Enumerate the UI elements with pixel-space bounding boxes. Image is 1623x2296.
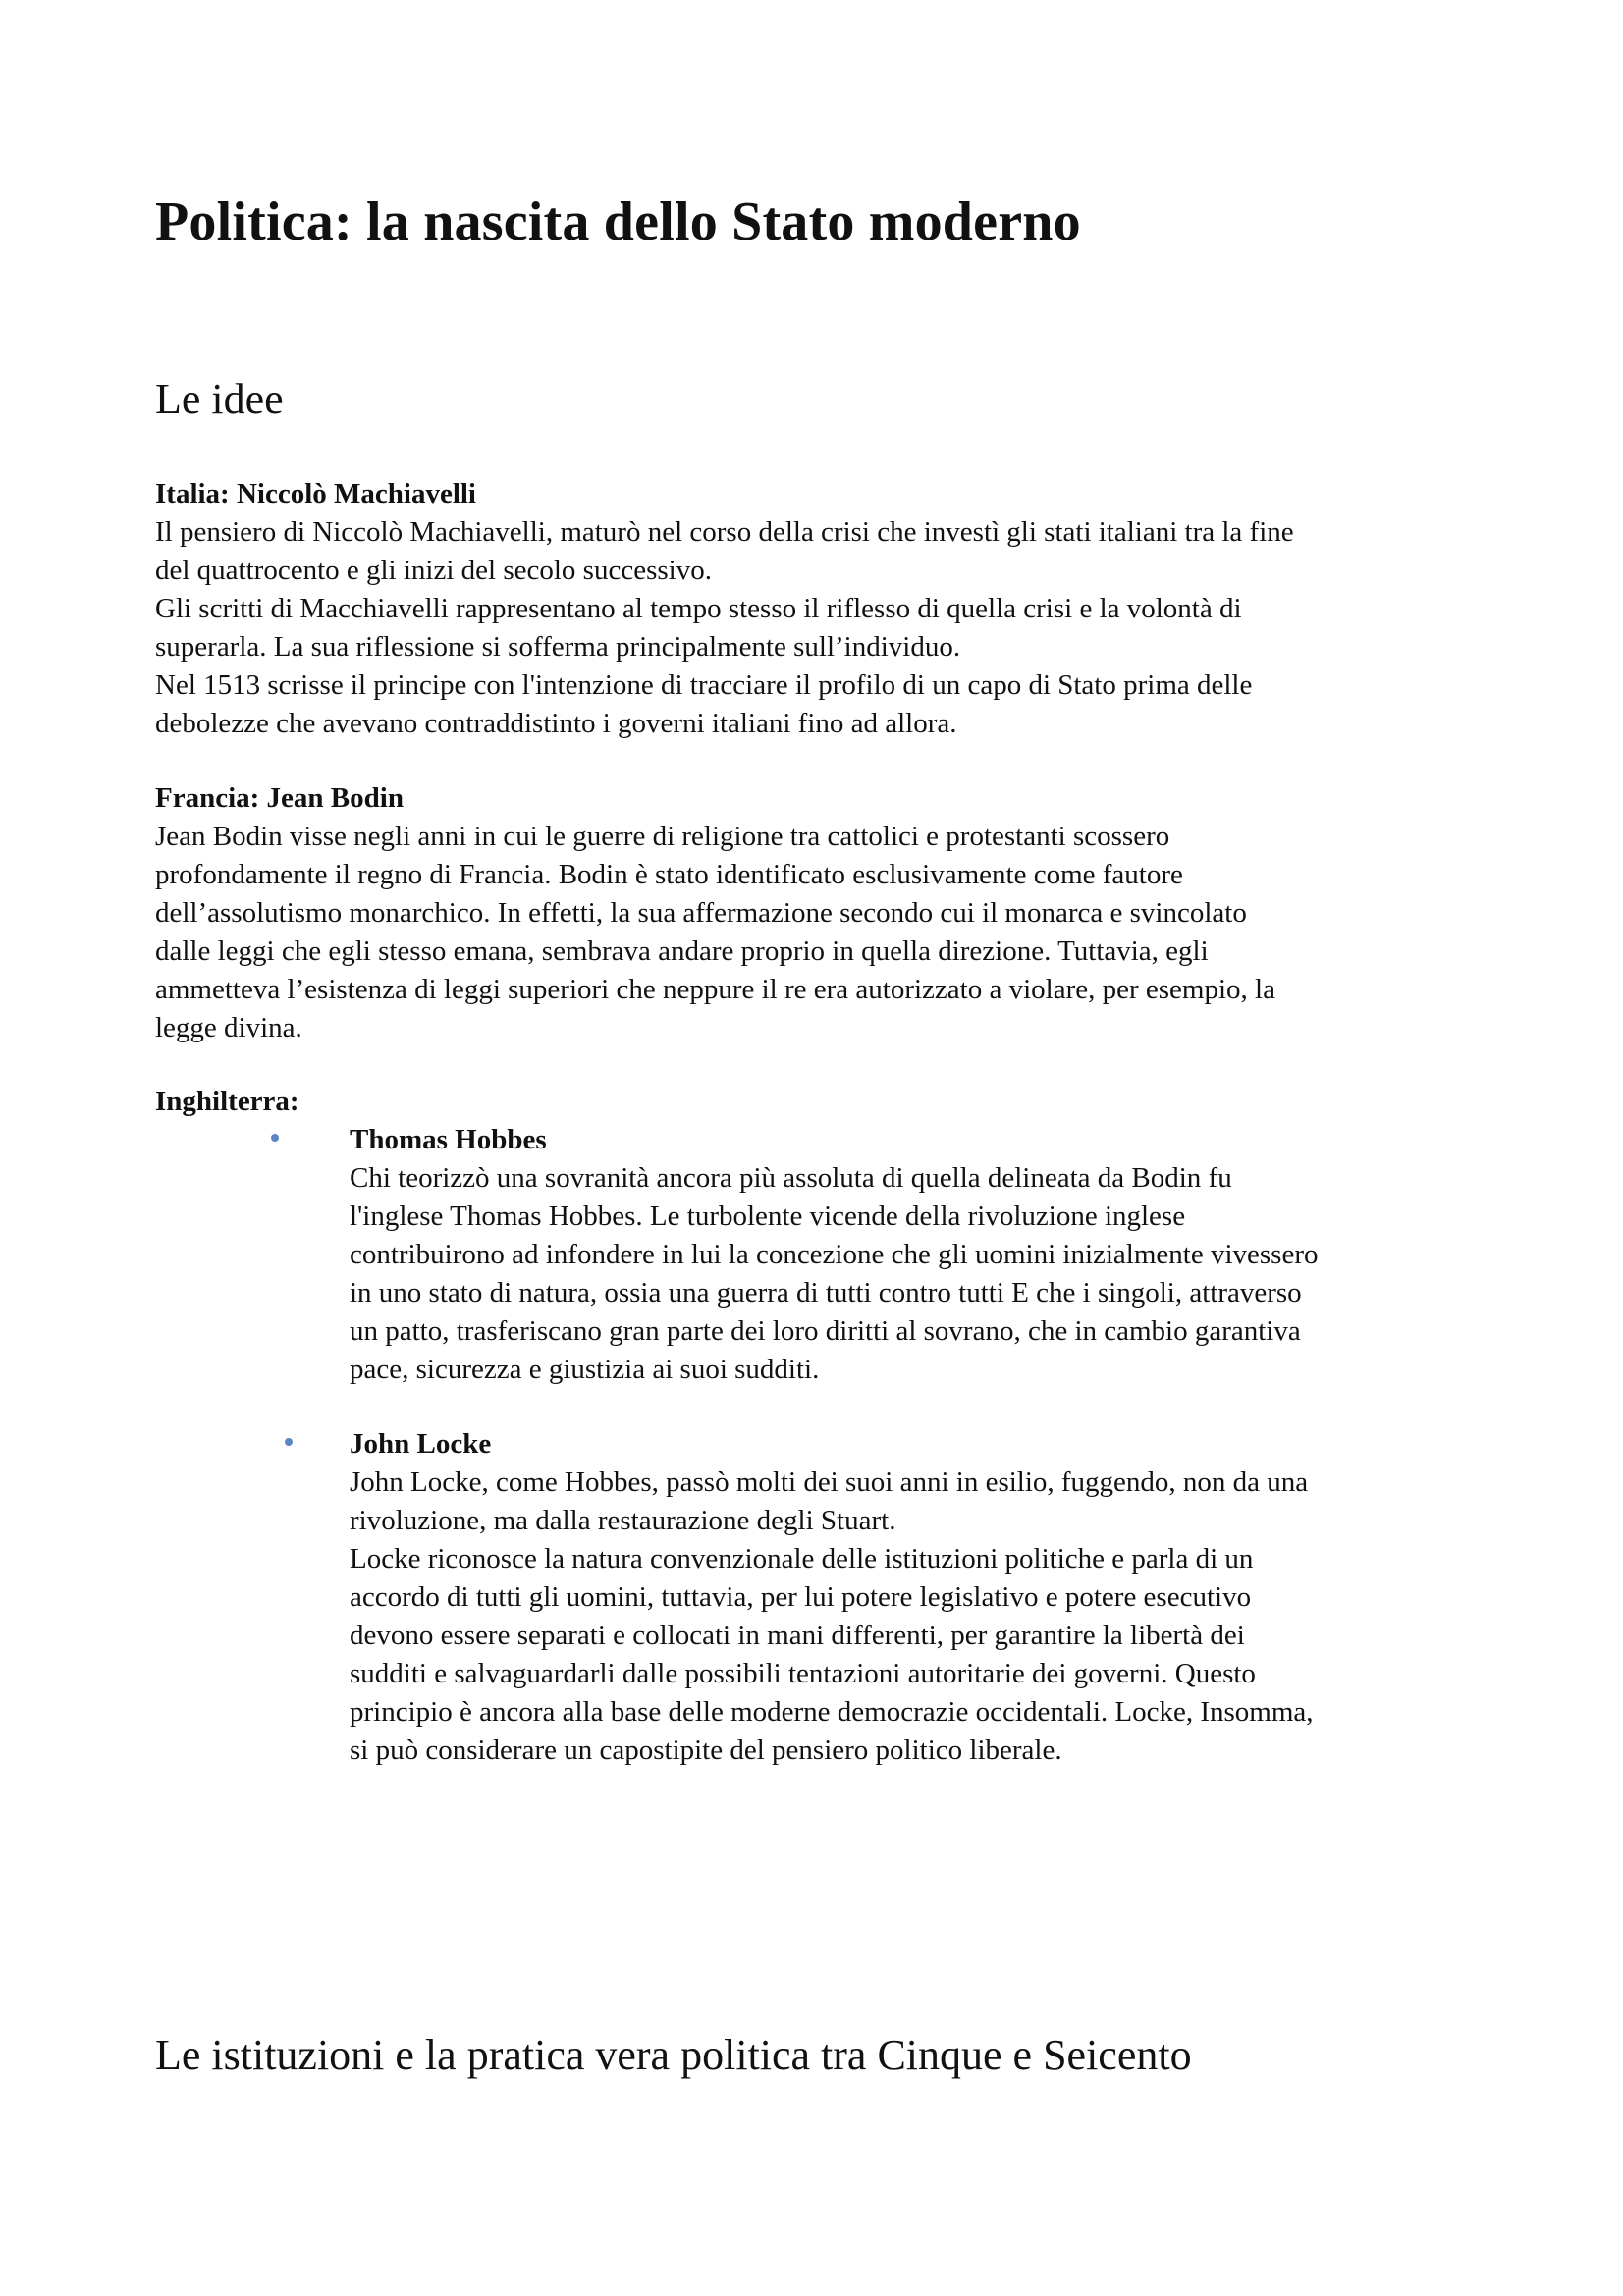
- text-line: contribuirono ad infondere in lui la concezione che gli uomini inizialmente vivessero: [350, 1239, 1319, 1270]
- italia-heading: Italia: Niccolò Machiavelli: [155, 478, 476, 509]
- section-inghilterra: [155, 1083, 1490, 1121]
- hobbes-paragraph: [350, 1159, 1488, 1389]
- text-line: del quattrocento e gli inizi del secolo successivo.: [155, 555, 712, 586]
- locke-paragraph: [350, 1464, 1488, 1770]
- section-heading-istituzioni: Le istituzioni e la pratica vera politica tra Cinque e Seicento: [155, 2031, 1192, 2079]
- text-line: Nel 1513 scrisse il principe con l'intenzione di tracciare il profilo di un capo di Stato prima delle: [155, 669, 1253, 701]
- text-line: un patto, trasferiscano gran parte dei loro diritti al sovrano, che in cambio garantiva: [350, 1315, 1301, 1347]
- text-line: accordo di tutti gli uomini, tuttavia, per lui potere legislativo e potere esecutivo: [350, 1581, 1252, 1613]
- text-line: profondamente il regno di Francia. Bodin è stato identificato esclusivamente come fautore: [155, 859, 1183, 890]
- section-italia: [155, 475, 1490, 743]
- text-line: si può considerare un capostipite del pensiero politico liberale.: [350, 1735, 1062, 1766]
- text-line: Il pensiero di Niccolò Machiavelli, maturò nel corso della crisi che investì gli stati italiani tra la fine: [155, 516, 1294, 548]
- text-line: Gli scritti di Macchiavelli rappresentano al tempo stesso il riflesso di quella crisi e la volontà di: [155, 593, 1242, 624]
- text-line: in uno stato di natura, ossia una guerra di tutti contro tutti E che i singoli, attraverso: [350, 1277, 1302, 1308]
- text-line: debolezze che avevano contraddistinto i governi italiani fino ad allora.: [155, 708, 957, 739]
- section-francia: [155, 779, 1490, 1047]
- francia-paragraph: [155, 818, 1490, 1047]
- list-item-hobbes: [350, 1121, 1488, 1389]
- text-line: superarla. La sua riflessione si sofferma principalmente sull’individuo.: [155, 631, 961, 663]
- bullet-icon: [285, 1438, 293, 1446]
- text-line: l'inglese Thomas Hobbes. Le turbolente vicende della rivoluzione inglese: [350, 1201, 1186, 1232]
- page-title: Politica: la nascita dello Stato moderno: [155, 191, 1081, 252]
- bullet-icon: [271, 1134, 279, 1142]
- text-line: Chi teorizzò una sovranità ancora più assoluta di quella delineata da Bodin fu: [350, 1162, 1232, 1194]
- francia-heading: Francia: Jean Bodin: [155, 782, 404, 814]
- text-line: ammetteva l’esistenza di leggi superiori che neppure il re era autorizzato a violare, per esempio, la: [155, 974, 1275, 1005]
- text-line: sudditi e salvaguardarli dalle possibili tentazioni autoritarie dei governi. Questo: [350, 1658, 1256, 1689]
- text-line: legge divina.: [155, 1012, 302, 1043]
- text-line: principio è ancora alla base delle moderne democrazie occidentali. Locke, Insomma,: [350, 1696, 1314, 1728]
- text-line: pace, sicurezza e giustizia ai suoi sudditi.: [350, 1354, 820, 1385]
- text-line: dalle leggi che egli stesso emana, sembrava andare proprio in quella direzione. Tuttavia, egli: [155, 935, 1209, 967]
- text-line: Jean Bodin visse negli anni in cui le guerre di religione tra cattolici e protestanti scossero: [155, 821, 1170, 852]
- text-line: rivoluzione, ma dalla restaurazione degli Stuart.: [350, 1505, 896, 1536]
- hobbes-heading: Thomas Hobbes: [350, 1124, 547, 1155]
- text-line: John Locke, come Hobbes, passò molti dei suoi anni in esilio, fuggendo, non da una: [350, 1467, 1309, 1498]
- text-line: dell’assolutismo monarchico. In effetti, la sua affermazione secondo cui il monarca e svincolato: [155, 897, 1247, 929]
- inghilterra-heading: Inghilterra:: [155, 1086, 299, 1117]
- italia-paragraph: [155, 513, 1490, 743]
- section-heading-ideas: Le idee: [155, 375, 284, 423]
- list-item-locke: [350, 1425, 1488, 1770]
- text-line: devono essere separati e collocati in mani differenti, per garantire la libertà dei: [350, 1620, 1245, 1651]
- text-line: Locke riconosce la natura convenzionale delle istituzioni politiche e parla di un: [350, 1543, 1254, 1575]
- locke-heading: John Locke: [350, 1428, 492, 1460]
